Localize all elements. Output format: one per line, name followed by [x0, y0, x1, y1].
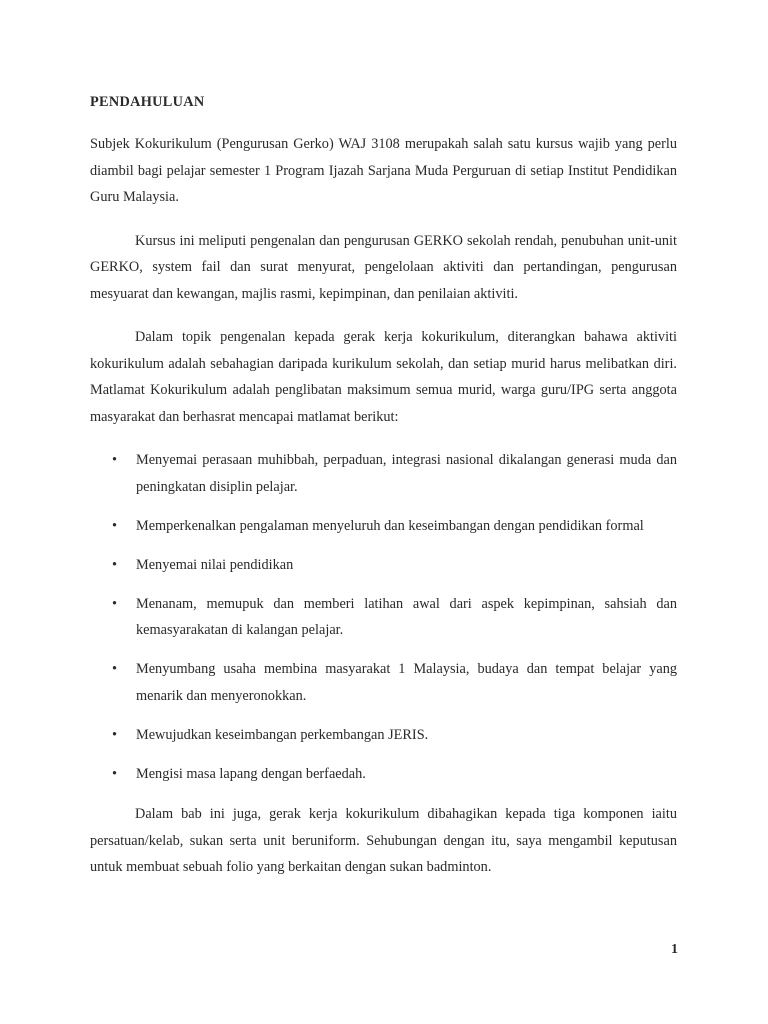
bullet-icon: • [112, 452, 118, 468]
list-item-text: Memperkenalkan pengalaman menyeluruh dan keseimbangan dengan pendidikan formal [136, 517, 644, 534]
list-item-text: Mewujudkan keseimbangan perkembangan JERIS. [136, 726, 429, 743]
bullet-icon: • [112, 765, 118, 782]
list-item-text: Menyemai nilai pendidikan [136, 556, 294, 573]
list-item [90, 656, 677, 709]
page-number: 1 [671, 942, 678, 957]
bullet-icon: • [112, 517, 118, 534]
list-item [90, 591, 677, 644]
objectives-list [90, 447, 677, 787]
list-item-text: Menyemai perasaan muhibbah, perpaduan, integrasi nasional dikalangan generasi muda dan peningkatan disiplin pelajar. [136, 452, 677, 495]
document-body [90, 92, 677, 898]
closing-paragraph: Dalam bab ini juga, gerak kerja kokurikulum dibahagikan kepada tiga komponen iaitu persatuan/kelab, sukan serta unit beruniform. Sehubungan dengan itu, saya mengambil keputusan untuk membuat sebuah folio yang berkaitan dengan sukan badminton. [90, 806, 677, 875]
list-item-text: Menanam, memupuk dan memberi latihan awal dari aspek kepimpinan, sahsiah dan kemasyarakatan di kalangan pelajar. [136, 595, 677, 638]
bullet-icon: • [112, 595, 118, 612]
list-item [90, 722, 677, 749]
section-heading: PENDAHULUAN [90, 94, 205, 110]
list-item [90, 513, 677, 540]
list-item [90, 447, 677, 500]
list-item-text: Mengisi masa lapang dengan berfaedah. [136, 765, 366, 782]
bullet-icon: • [112, 661, 118, 677]
bullet-icon: • [112, 726, 118, 743]
list-item [90, 761, 677, 788]
intro-paragraph: Subjek Kokurikulum (Pengurusan Gerko) WAJ 3108 merupakah salah satu kursus wajib yang perlu diambil bagi pelajar semester 1 Program Ijazah Sarjana Muda Perguruan di setiap Institut Pendidikan Guru Malaysia. [90, 136, 677, 205]
course-scope-paragraph: Kursus ini meliputi pengenalan dan pengurusan GERKO sekolah rendah, penubuhan unit-unit GERKO, system fail dan surat menyurat, pengelolaan aktiviti dan pertandingan, pengurusan mesyuarat dan kewangan, majlis rasmi, kepimpinan, dan penilaian aktiviti. [90, 232, 677, 302]
objectives-intro-paragraph: Dalam topik pengenalan kepada gerak kerja kokurikulum, diterangkan bahawa aktiviti kokurikulum adalah sebahagian daripada kurikulum sekolah, dan setiap murid harus melibatkan diri. Matlamat Kokurikulum adalah penglibatan maksimum semua murid, warga guru/IPG serta anggota masyarakat dan berhasrat mencapai matlamat berikut: [90, 329, 677, 425]
list-item [90, 552, 677, 579]
bullet-icon: • [112, 556, 118, 573]
list-item-text: Menyumbang usaha membina masyarakat 1 Malaysia, budaya dan tempat belajar yang menarik dan menyeronokkan. [136, 661, 677, 704]
